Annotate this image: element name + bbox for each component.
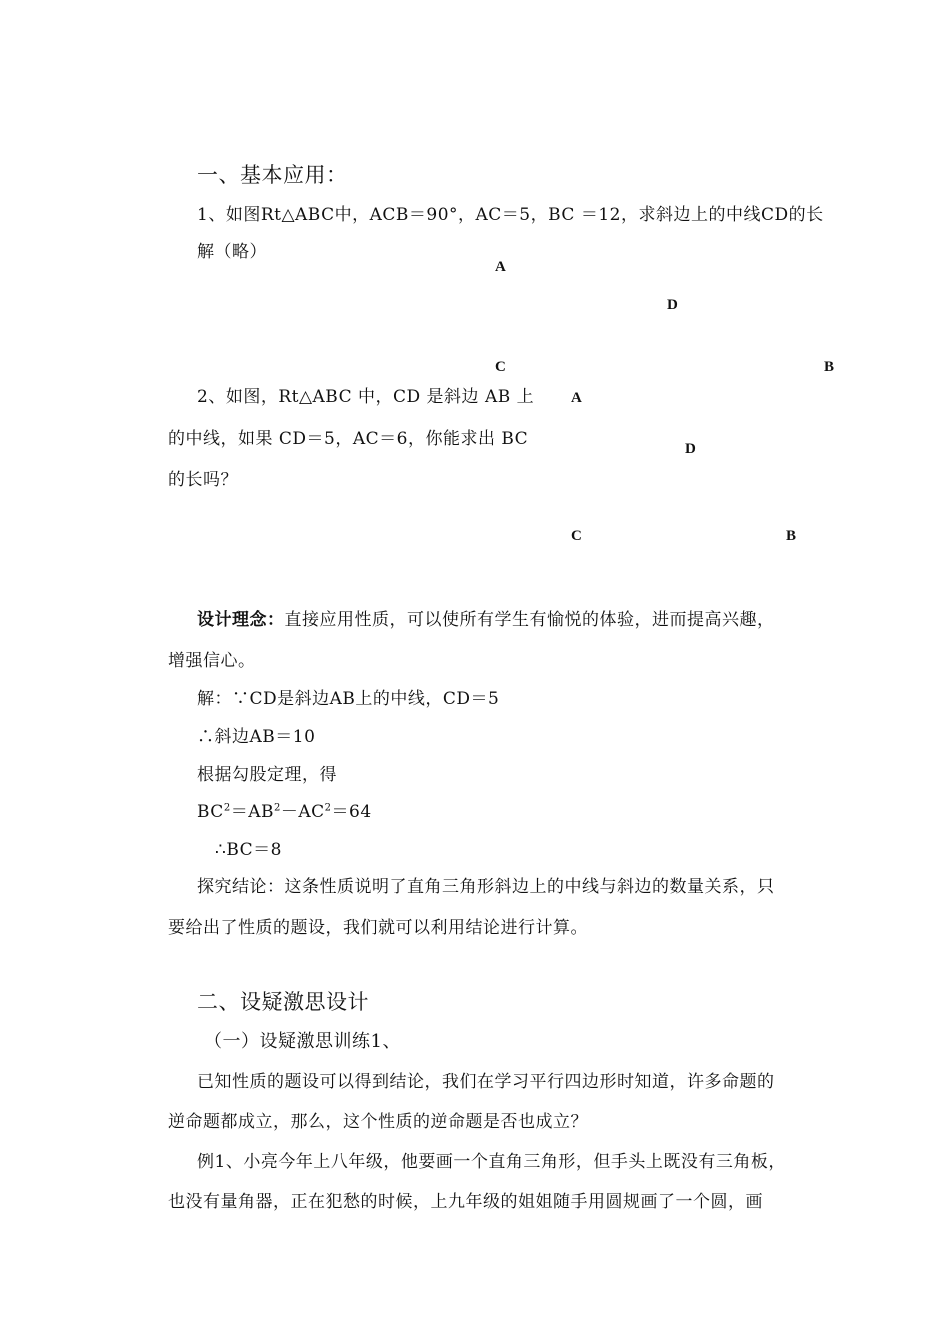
section2-para1-line2: 逆命题都成立，那么，这个性质的逆命题是否也成立？	[168, 1112, 588, 1132]
section2-heading: 二、设疑激思设计	[197, 990, 369, 1014]
conclusion-line1: 探究结论：这条性质说明了直角三角形斜边上的中线与斜边的数量关系，只	[197, 877, 775, 897]
question1-text: 1、如图Rt△ABC中，ACB＝90°，AC＝5，BC ＝12，求斜边上的中线CD的长	[197, 205, 824, 225]
eq-sup: 2	[273, 802, 281, 814]
design-concept	[197, 609, 775, 631]
fig1-label-d: D	[667, 297, 678, 313]
eq-bc: BC	[197, 802, 224, 822]
solution-line2: ∴斜边AB＝10	[197, 727, 316, 747]
solution-line3: 根据勾股定理，得	[197, 765, 337, 785]
section2-para1-line1: 已知性质的题设可以得到结论，我们在学习平行四边形时知道，许多命题的	[197, 1072, 775, 1092]
question2-line1: 2、如图，Rt△ABC 中，CD 是斜边 AB 上	[197, 387, 535, 407]
fig1-label-c: C	[495, 359, 506, 375]
design-concept-text: 直接应用性质，可以使所有学生有愉悦的体验，进而提高兴趣，	[284, 610, 775, 630]
eq-sup: 2	[324, 802, 332, 814]
question1-answer: 解（略）	[197, 242, 267, 262]
example1-line2: 也没有量角器，正在犯愁的时候，上九年级的姐姐随手用圆规画了一个圆，画	[168, 1192, 763, 1212]
conclusion-line2: 要给出了性质的题设，我们就可以利用结论进行计算。	[168, 918, 588, 938]
question2-line3: 的长吗？	[168, 470, 238, 490]
example1-line1: 例1、小亮今年上八年级，他要画一个直角三角形，但手头上既没有三角板，	[197, 1152, 786, 1172]
eq-ac: －AC	[280, 802, 325, 822]
section2-subheading: （一）设疑激思训练1、	[204, 1031, 401, 1052]
question2-line2: 的中线，如果 CD＝5，AC＝6，你能求出 BC	[168, 429, 529, 449]
solution-line5: ∴BC＝8	[215, 840, 282, 860]
fig2-label-c: C	[571, 528, 582, 544]
fig2-label-a: A	[571, 390, 582, 406]
eq-ab: ＝AB	[230, 802, 274, 822]
section1-heading: 一、基本应用：	[197, 163, 348, 187]
eq-result: ＝64	[331, 802, 372, 822]
fig2-label-b: B	[786, 528, 797, 544]
fig1-label-a: A	[495, 259, 506, 275]
solution-line4	[197, 801, 372, 823]
fig2-label-d: D	[685, 441, 696, 457]
solution-line1: 解：∵CD是斜边AB上的中线，CD＝5	[197, 689, 500, 709]
design-concept-label: 设计理念：	[197, 610, 285, 630]
eq-sup: 2	[223, 802, 231, 814]
fig1-label-b: B	[824, 359, 835, 375]
design-concept-text2: 增强信心。	[168, 651, 256, 671]
